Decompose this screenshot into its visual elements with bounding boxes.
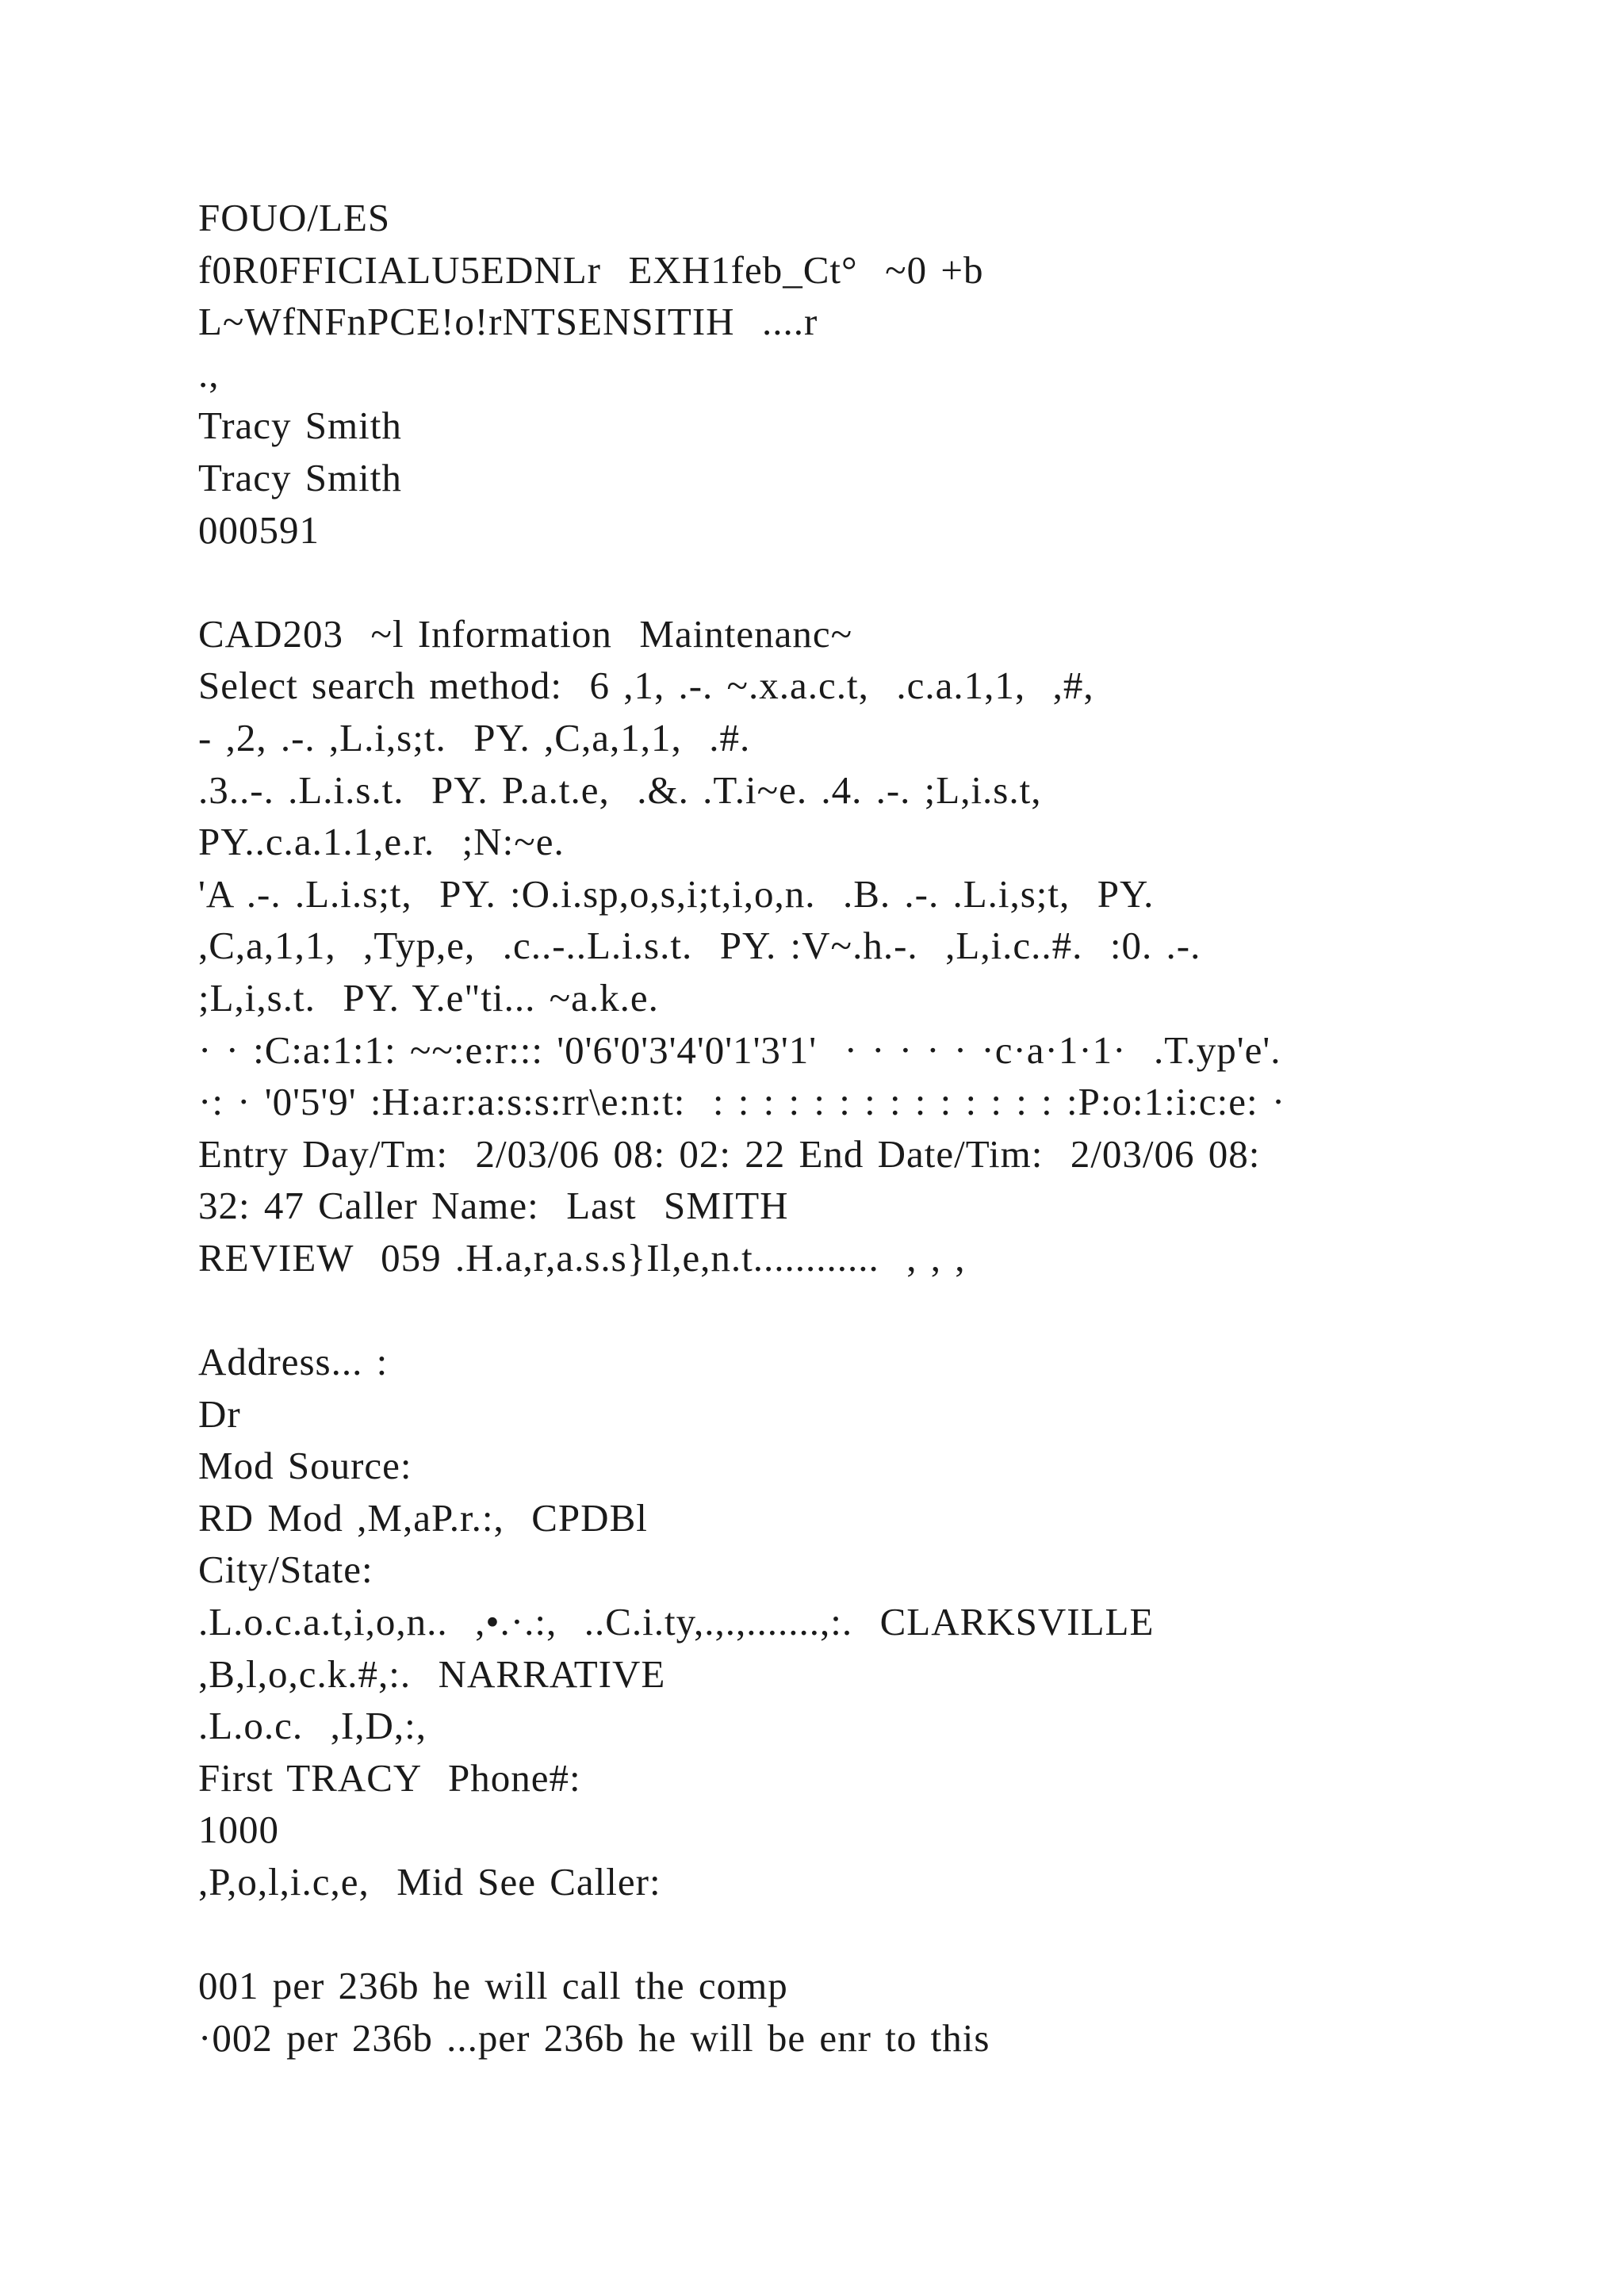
document-line: PY..c.a.1.1,e.r. ;N:~e.: [198, 820, 565, 864]
page-number: 000591: [198, 507, 320, 552]
blank-line: [198, 556, 1530, 608]
document-line: f0R0FFICIALU5EDNLr EXH1feb_Ct° ~0 +b: [198, 247, 984, 292]
blank-line: [198, 1908, 1530, 1961]
document-line: Dr: [198, 1391, 241, 1436]
document-line: L~WfNFnPCE!o!rNTSENSITIH ....r: [198, 300, 818, 344]
address-label: Address... :: [198, 1340, 389, 1384]
document-line: ,C,a,1,1, ,Typ,e, .c..-..L.i.s.t. PY. :V~.h.-. ,L,i.c..#. :0. .-.: [198, 924, 1201, 968]
block-line: ,B,l,o,c.k.#,:. NARRATIVE: [198, 1651, 666, 1696]
loc-id-line: .L.o.c. ,I,D,:,: [198, 1704, 427, 1748]
document-line: RD Mod ,M,aP.r.:, CPDBl: [198, 1495, 648, 1540]
document-line: ;L,i,s.t. PY. Y.e"ti... ~a.k.e.: [198, 975, 659, 1020]
name-line: Tracy Smith: [198, 455, 402, 499]
narrative-entry: ·002 per 236b ...per 236b he will be enr to this: [198, 2015, 990, 2060]
mod-source-label: Mod Source:: [198, 1444, 412, 1488]
first-name-line: First TRACY Phone#:: [198, 1755, 581, 1800]
screen-title: CAD203 ~l Information Maintenanc~: [198, 611, 853, 656]
location-line: .L.o.c.a.t,i,o,n.. ,•.·.:, ..C.i.ty,.,.,.......,:. CLARKSVILLE: [198, 1600, 1155, 1644]
document-body: [198, 192, 1530, 2064]
name-line: Tracy Smith: [198, 404, 402, 448]
document-line: ,P,o,l,i.c,e, Mid See Caller:: [198, 1860, 661, 1904]
document-line: .3..-. .L.i.s.t. PY. P.a.t.e, .&. .T.i~e. .4. .-. ;L,i.s.t,: [198, 767, 1042, 812]
classification-header: FOUO/LES: [198, 196, 391, 239]
document-line: 1000: [198, 1808, 279, 1852]
city-state-label: City/State:: [198, 1548, 373, 1592]
caller-name-line: 32: 47 Caller Name: Last SMITH: [198, 1184, 789, 1228]
document-line: Select search method: 6 ,1, .-. ~.x.a.c.t, .c.a.1,1, ,#,: [198, 664, 1094, 708]
document-line: 'A .-. .L.i.s;t, PY. :O.i.sp,o,s,i;t,i,o,n. .B. .-. .L.i,s;t, PY.: [198, 871, 1155, 916]
document-line: - ,2, .-. ,L.i,s;t. PY. ,C,a,1,1, .#.: [198, 715, 751, 760]
narrative-entry: 001 per 236b he will call the comp: [198, 1964, 788, 2008]
call-type-line: ·: · '0'5'9' :H:a:r:a:s:s:rr\e:n:t: : : : : : : : : : : : : : : :P:o:1:i:c:e: ·: [198, 1080, 1286, 1124]
review-line: REVIEW 059 .H.a,r,a.s.s}Il,e,n.t............ , , ,: [198, 1235, 966, 1280]
entry-date-line: Entry Day/Tm: 2/03/06 08: 02: 22 End Date/Tim: 2/03/06 08:: [198, 1131, 1261, 1176]
blank-line: [198, 1284, 1530, 1336]
call-number-line: · · :C:a:1:1: ~~:e:r::: '0'6'0'3'4'0'1'3'1' · · · · · ·c·a·1·1· .T.yp'e'.: [198, 1027, 1281, 1072]
document-line: .,: [198, 351, 220, 396]
